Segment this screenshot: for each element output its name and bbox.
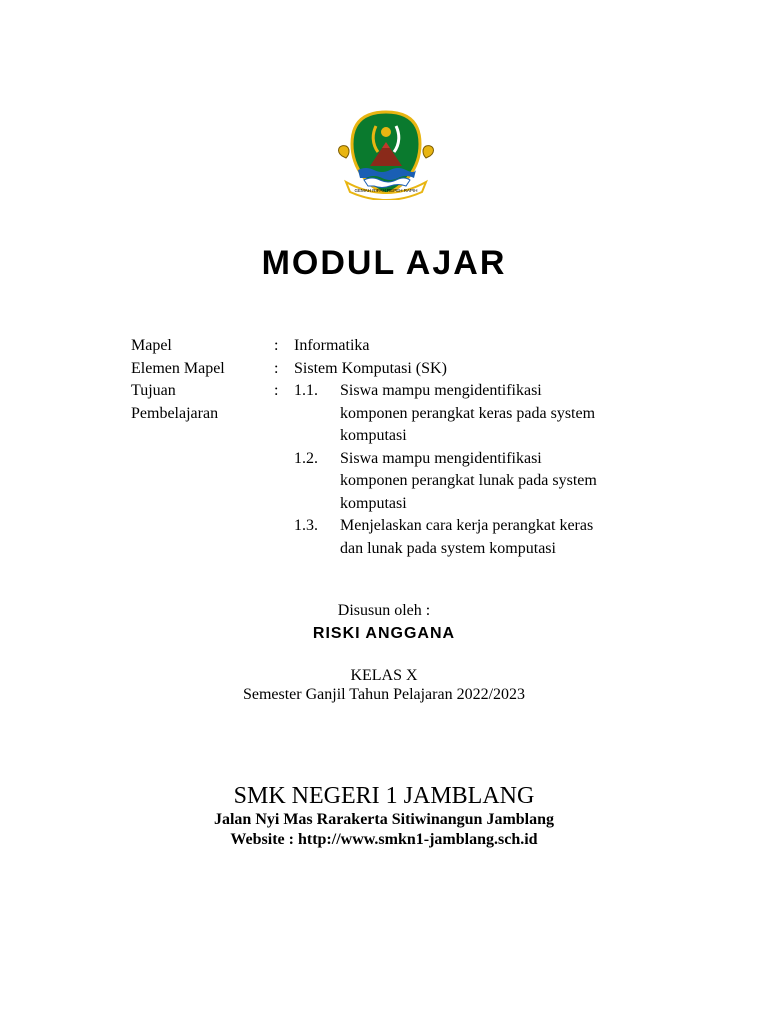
goal-text: [340, 515, 651, 560]
goal-item: [294, 448, 651, 516]
learning-goals-list: [294, 380, 651, 560]
document-title: MODUL AJAR: [261, 244, 507, 282]
goal-number: 1.1.: [294, 382, 318, 399]
tujuan-label-line: Pembelajaran: [131, 404, 219, 422]
goal-item: [294, 380, 651, 448]
colon: :: [274, 382, 279, 399]
school-website: Website : http://www.smkn1-jamblang.sch.id: [230, 831, 538, 848]
goal-text-line: Menjelaskan cara kerja perangkat keras: [340, 517, 594, 534]
goal-text-line: komputasi: [340, 494, 407, 512]
goal-text-line: komponen perangkat keras pada system: [340, 404, 596, 422]
author-label: Disusun oleh :: [337, 602, 431, 619]
goal-text-line: komputasi: [340, 427, 407, 444]
semester-info: Semester Ganjil Tahun Pelajaran 2022/2023: [242, 686, 526, 703]
goal-text: [340, 448, 651, 516]
class-level: KELAS X: [350, 667, 418, 684]
goal-text-line: Siswa mampu mengidentifikasi: [340, 382, 542, 399]
school-name: SMK NEGERI 1 JAMBLANG: [233, 783, 535, 809]
goal-number: 1.2.: [294, 449, 318, 467]
goal-number: 1.3.: [294, 517, 318, 534]
west-java-emblem-logo: [336, 108, 436, 200]
goal-item: [294, 515, 651, 560]
elemen-value: Sistem Komputasi (SK): [294, 359, 447, 377]
elemen-label: Elemen Mapel: [131, 359, 225, 377]
info-row-elemen: [131, 358, 651, 381]
colon: :: [274, 337, 279, 354]
goal-text: [340, 380, 651, 448]
info-row-mapel: [131, 335, 651, 358]
colon: :: [274, 359, 279, 377]
tujuan-label: [131, 380, 274, 560]
school-address: Jalan Nyi Mas Rarakerta Sitiwinangun Jamblang: [213, 811, 555, 828]
mapel-label: Mapel: [131, 337, 172, 354]
author-name: RISKI ANGGANA: [312, 625, 456, 642]
goal-text-line: Siswa mampu mengidentifikasi: [340, 449, 542, 467]
goal-text-line: dan lunak pada system komputasi: [340, 539, 556, 557]
info-row-tujuan: [131, 380, 651, 560]
logo-motto: GEMAH RIPAH REPEH RAPIH: [354, 188, 418, 193]
module-info: [131, 335, 651, 560]
goal-text-line: komponen perangkat lunak pada system: [340, 472, 597, 489]
tujuan-label-line: Tujuan: [131, 382, 176, 399]
mapel-value: Informatika: [294, 337, 370, 354]
